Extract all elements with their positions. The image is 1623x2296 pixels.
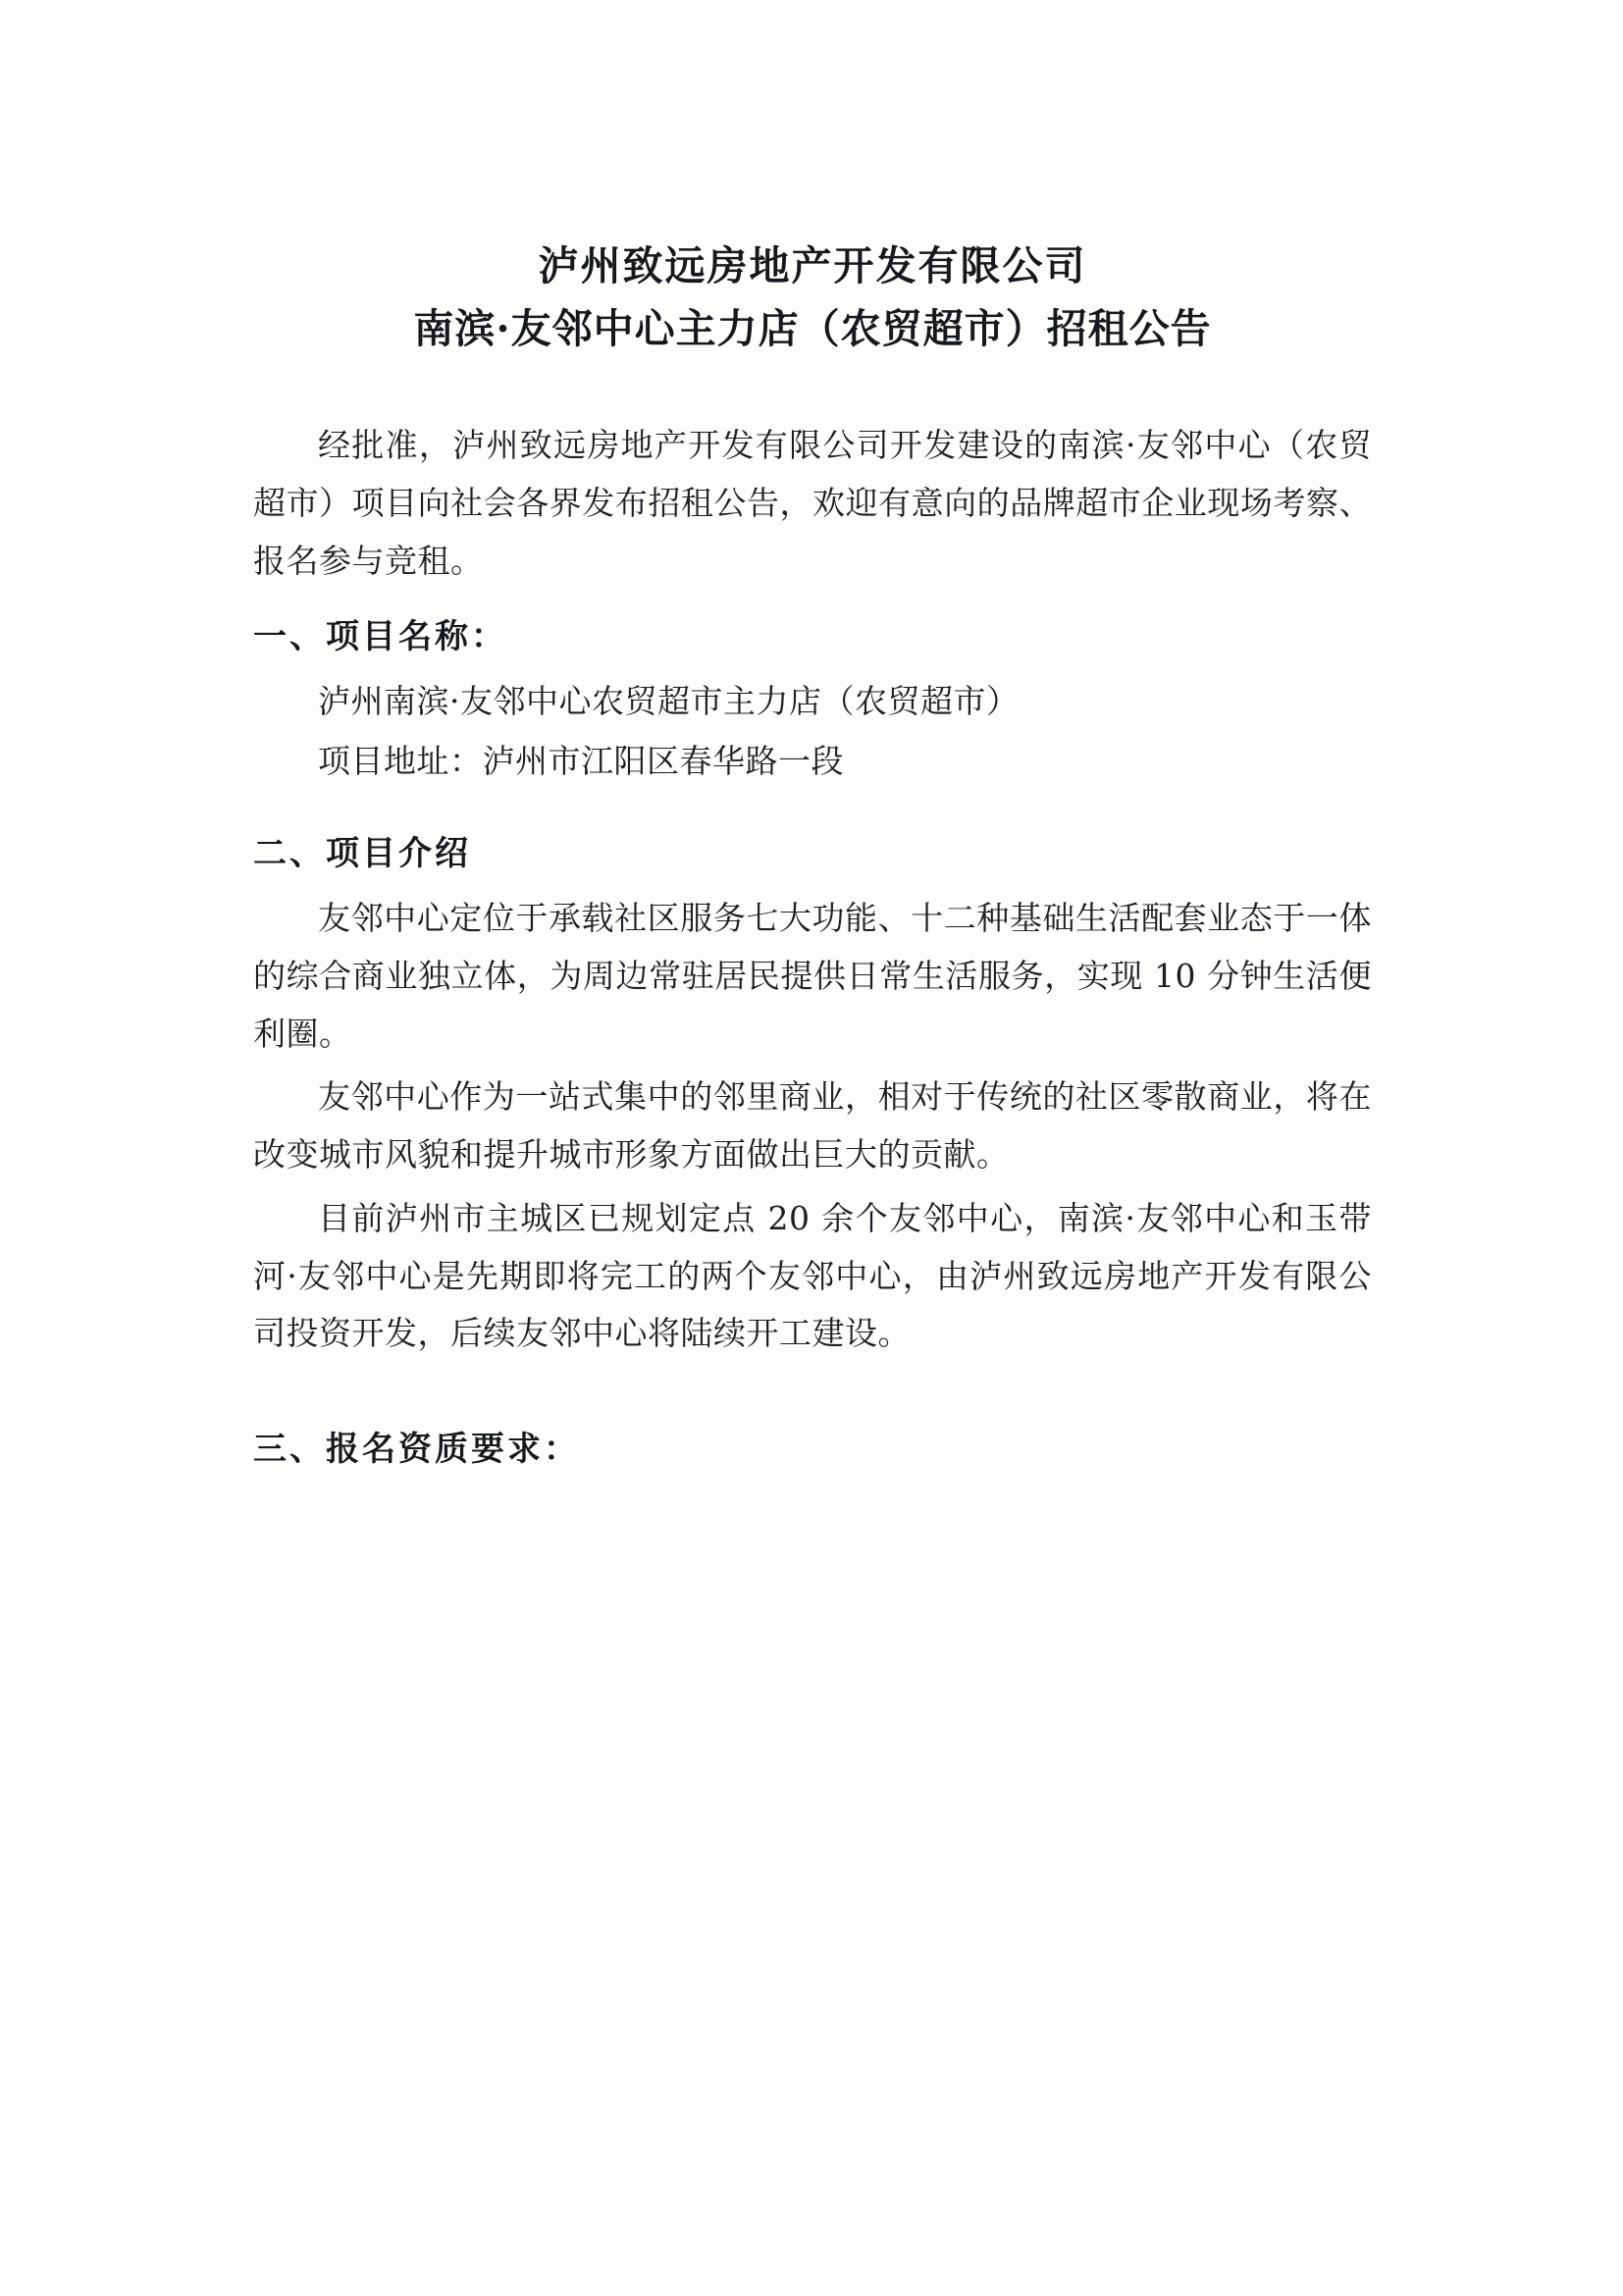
section-heading-qualification: 三、报名资质要求： [253, 1430, 580, 1470]
document-title-line-1: 泸州致远房地产开发有限公司 [538, 242, 1087, 289]
project-intro-paragraph-3: 目前泸州市主城区已规划定点 20 余个友邻中心，南滨·友邻中心和玉带河·友邻中心是先期即将完工的两个友邻中心，由泸州致远房地产开发有限公司投资开发，后续友邻中心将陆续开工建设。 [253, 1198, 1372, 1353]
section-heading-project-intro: 二、项目介绍 [253, 833, 471, 873]
document-title-line-2: 南滨·友邻中心主力店（农贸超市）招租公告 [413, 304, 1212, 352]
spacer-after-project-name [253, 793, 1372, 807]
project-name-value: 泸州南滨·友邻中心农贸超市主力店（农贸超市） [318, 682, 1020, 721]
document-body [253, 235, 1372, 1486]
document-title-block [253, 235, 1372, 360]
project-intro-paragraph-1: 友邻中心定位于承载社区服务七大功能、十二种基础生活配套业态于一体的综合商业独立体，为周边常驻居民提供日常生活服务，实现 10 分钟生活便利圈。 [253, 899, 1372, 1053]
project-address-value: 项目地址：泸州市江阳区春华路一段 [318, 742, 844, 781]
section-heading-project-name: 一、项目名称： [253, 617, 507, 657]
spacer-before-qualification [253, 1369, 1372, 1402]
project-intro-paragraph-2: 友邻中心作为一站式集中的邻里商业，相对于传统的社区零散商业，将在改变城市风貌和提升城市形象方面做出巨大的贡献。 [253, 1077, 1372, 1174]
intro-paragraph: 经批准，泸州致远房地产开发有限公司开发建设的南滨·友邻中心（农贸超市）项目向社会各界发布招租公告，欢迎有意向的品牌超市企业现场考察、报名参与竞租。 [253, 426, 1372, 580]
